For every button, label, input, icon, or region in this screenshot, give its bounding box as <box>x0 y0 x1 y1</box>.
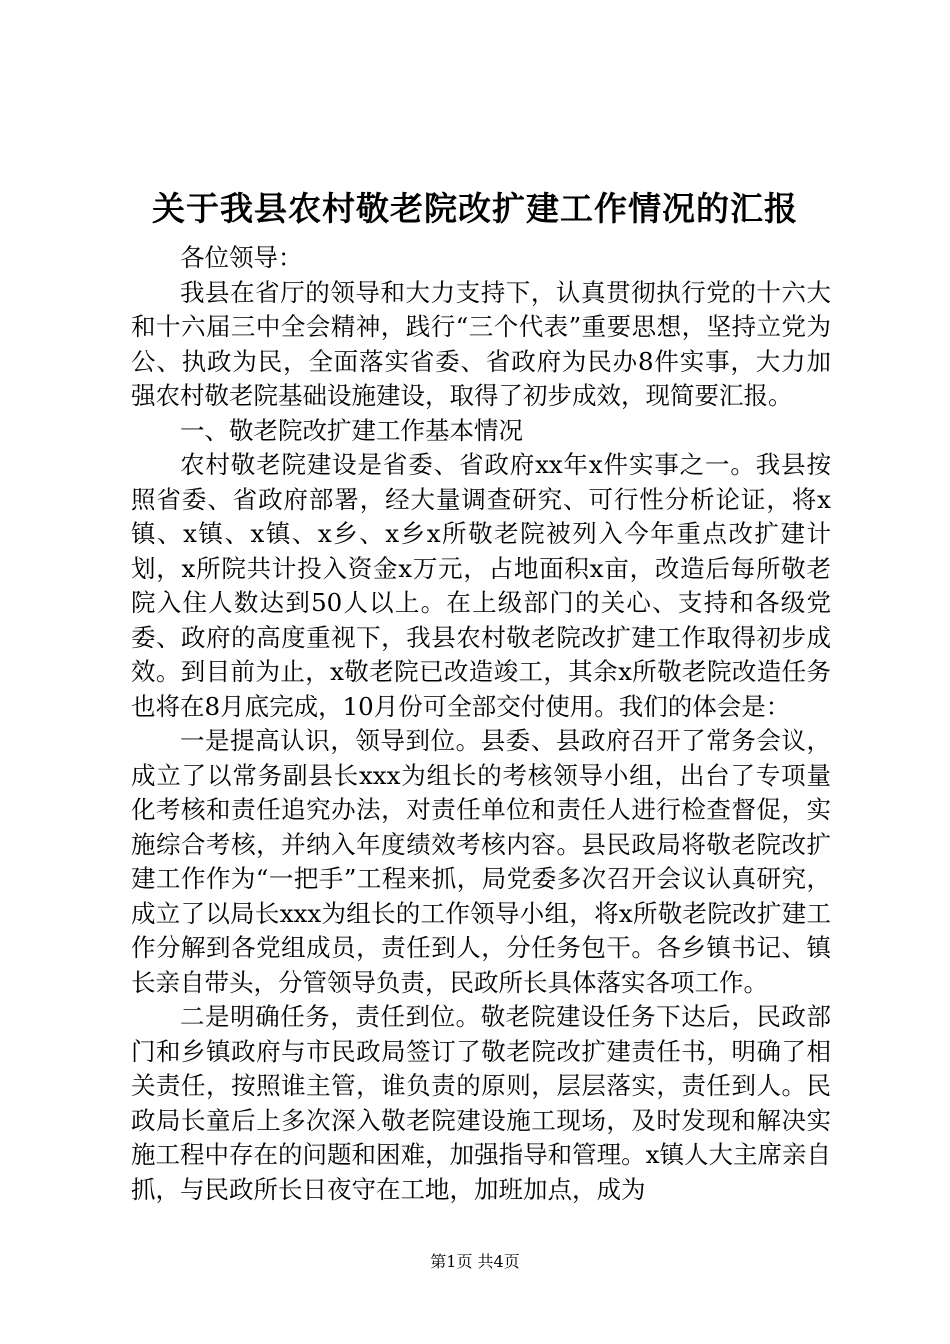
paragraph-point-two: 二是明确任务，责任到位。敬老院建设任务下达后，民政部门和乡镇政府与市民政局签订了敬老院改扩建责任书，明确了相关责任，按照谁主管，谁负责的原则，层层落实，责任到人。民政局长童后上多次深入敬老院建设施工现场，及时发现和解决实施工程中存在的问题和困难，加强指导和管理。x镇人大主席亲自抓，与民政所长日夜守在工地，加班加点，成为 <box>131 1002 831 1204</box>
document-title: 关于我县农村敬老院改扩建工作情况的汇报 <box>152 189 798 228</box>
salutation: 各位领导： <box>180 243 303 272</box>
paragraph-overview: 农村敬老院建设是省委、省政府xx年x件实事之一。我县按照省委、省政府部署，经大量调查研究、可行性分析论证，将x镇、x镇、x镇、x乡、x乡x所敬老院被列入今年重点改扩建计划，x所院共计投入资金x万元，占地面积x亩，改造后每所敬老院入住人数达到50人以上。在上级部门的关心、支持和各级党委、政府的高度重视下，我县农村敬老院改扩建工作取得初步成效。到目前为止，x敬老院已改造竣工，其余x所敬老院改造任务也将在8月底完成，10月份可全部交付使用。我们的体会是： <box>131 450 831 721</box>
page-footer: 第1页 共4页 <box>430 1252 520 1271</box>
paragraph-intro: 我县在省厅的领导和大力支持下，认真贯彻执行党的十六大和十六届三中全会精神，践行“三个代表”重要思想，坚持立党为公、执政为民，全面落实省委、省政府为民办8件实事，大力加强农村敬老院基础设施建设，取得了初步成效，现简要汇报。 <box>131 277 831 410</box>
section-heading: 一、敬老院改扩建工作基本情况 <box>180 415 523 445</box>
document-body <box>131 241 831 1207</box>
paragraph-point-one: 一是提高认识，领导到位。县委、县政府召开了常务会议，成立了以常务副县长xxx为组长的考核领导小组，出台了专项量化考核和责任追究办法，对责任单位和责任人进行检查督促，实施综合考核，并纳入年度绩效考核内容。县民政局将敬老院改扩建工作作为“一把手”工程来抓，局党委多次召开会议认真研究，成立了以局长xxx为组长的工作领导小组，将x所敬老院改扩建工作分解到各党组成员，责任到人，分任务包干。各乡镇书记、镇长亲自带头，分管领导负责，民政所长具体落实各项工作。 <box>131 726 831 997</box>
